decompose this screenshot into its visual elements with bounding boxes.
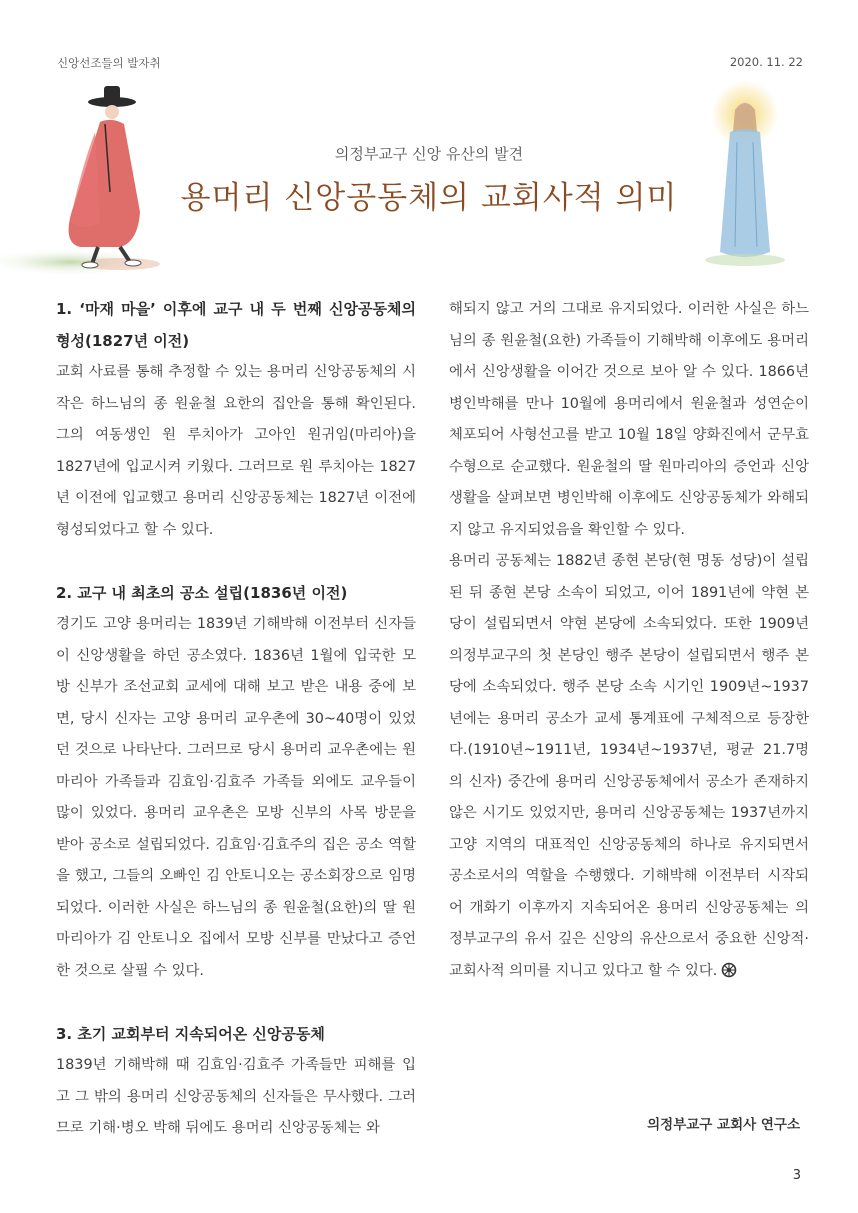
left-column <box>56 294 416 1145</box>
footer-organization: 의정부교구 교회사 연구소 <box>647 1117 800 1133</box>
header-section-label: 신앙선조들의 발자취 <box>57 56 161 70</box>
section-1-heading: 1. ‘마재 마을’ 이후에 교구 내 두 번째 신앙공동체의 형성(1827년 이전) <box>56 300 416 350</box>
section-1-body: 교회 사료를 통해 추정할 수 있는 용머리 신앙공동체의 시작은 하느님의 종 원윤철 요한의 집안을 통해 확인된다. 그의 여동생인 원 루치아가 고아인 원귀임(마리아)을 1827년에 입교시켜 키웠다. 그러므로 원 루치아는 1827년 이전에 입교했고 용머리 신앙공동체는 1827년 이전에 형성되었다고 할 수 있다. <box>56 364 416 538</box>
article-title: 용머리 신앙공동체의 교회사적 의미 <box>180 180 678 216</box>
section-3-body-part-3 <box>449 546 809 987</box>
right-column <box>449 294 809 987</box>
section-3-body-part-3-text: 용머리 공동체는 1882년 종현 본당(현 명동 성당)이 설립된 뒤 종현 본당 소속이 되었고, 이어 1891년에 약현 본당이 설립되면서 약현 본당에 소속되었다. 또한 1909년 의정부교구의 첫 본당인 행주 본당이 설립되면서 행주 본당에 소속되었다. 행주 본당 소속 시기인 1909년~1937년에는 용머리 공소가 교세 통계표에 구체적으로 등장한다.(1910년~1911년, 1934년~1937년, 평균 21.7명의 신자) 중간에 용머리 신앙공동체에서 공소가 존재하지 않은 시기도 있었지만, 용머리 신앙공동체는 1937년까지 고양 지역의 대표적인 신앙공동체의 하나로 유지되면서 공소로서의 역할을 수행했다. 기해박해 이전부터 시작되어 개화기 이후까지 지속되어온 용머리 신앙공동체는 의정부교구의 유서 깊은 신앙의 유산으로서 중요한 신앙적·교회사적 의미를 지니고 있다고 할 수 있다. <box>449 553 809 979</box>
section-2-heading: 2. 교구 내 최초의 공소 설립(1836년 이전) <box>56 583 348 602</box>
header-date: 2020. 11. 22 <box>729 55 803 69</box>
section-3-heading: 3. 초기 교회부터 지속되어온 신앙공동체 <box>56 1024 325 1043</box>
dharma-wheel-end-mark-icon <box>721 962 737 978</box>
article-subtitle: 의정부교구 신앙 유산의 발견 <box>334 145 524 163</box>
section-3-body-part-1: 1839년 기해박해 때 김효임·김효주 가족들만 피해를 입고 그 밖의 용머리 신앙공동체의 신자들은 무사했다. 그러므로 기해·병오 박해 뒤에도 용머리 신앙공동체는 와 <box>56 1057 416 1136</box>
section-3-body-part-2: 해되지 않고 거의 그대로 유지되었다. 이러한 사실은 하느님의 종 원윤철(요한) 가족들이 기해박해 이후에도 용머리에서 신앙생활을 이어간 것으로 보아 알 수 있다. 1866년 병인박해를 만나 10월에 용머리에서 원윤철과 성연순이 체포되어 사형선고를 받고 10월 18일 양화진에서 군무효수형으로 순교했다. 원윤철의 딸 원마리아의 증언과 신앙생활을 살펴보면 병인박해 이후에도 신앙공동체가 와해되지 않고 유지되었음을 확인할 수 있다. <box>449 301 809 538</box>
section-2-body: 경기도 고양 용머리는 1839년 기해박해 이전부터 신자들이 신앙생활을 하던 공소였다. 1836년 1월에 입국한 모방 신부가 조선교회 교세에 대해 보고 받은 내용 중에 보면, 당시 신자는 고양 용머리 교우촌에 30~40명이 있었던 것으로 나타난다. 그러므로 당시 용머리 교우촌에는 원 마리아 가족들과 김효임·김효주 가족들 외에도 교우들이 많이 있었다. 용머리 교우촌은 모방 신부의 사목 방문을 받아 공소로 설립되었다. 김효임·김효주의 집은 공소 역할을 했고, 그들의 오빠인 김 안토니오는 공소회장으로 임명되었다. 이러한 사실은 하느님의 종 원윤철(요한)의 딸 원 마리아가 김 안토니오 집에서 모방 신부를 만났다고 증언한 것으로 살필 수 있다. <box>56 616 416 979</box>
page-number: 3 <box>792 1168 801 1183</box>
